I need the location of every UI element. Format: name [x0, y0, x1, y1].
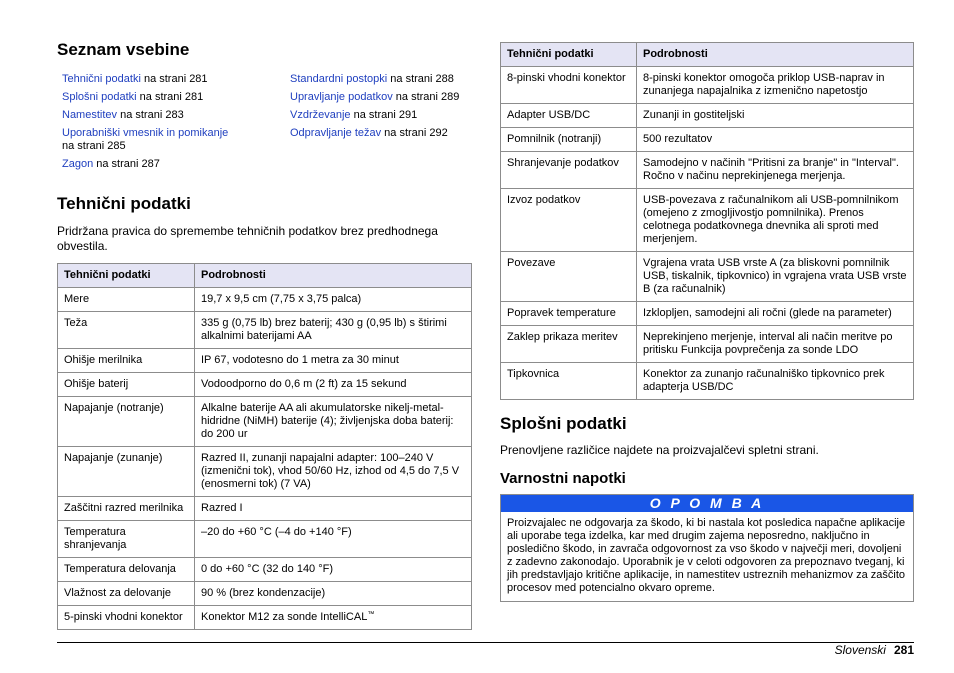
- spec-name: 8-pinski vhodni konektor: [501, 67, 637, 104]
- table-header-spec: Tehnični podatki: [58, 264, 195, 288]
- spec-value: Zunanji in gostiteljski: [637, 104, 914, 128]
- table-row: [501, 67, 914, 104]
- toc-link[interactable]: Odpravljanje težav: [290, 127, 382, 139]
- spec-value: Neprekinjeno merjenje, interval ali način meritve po pritisku Funkcija povprečenja za sonde LDO: [637, 326, 914, 363]
- spec-table-right: [500, 42, 914, 400]
- toc-link[interactable]: Upravljanje podatkov: [290, 91, 393, 103]
- toc-item: [290, 91, 480, 104]
- spec-name: Teža: [58, 312, 195, 349]
- spec-name: Izvoz podatkov: [501, 189, 637, 252]
- spec-name: Shranjevanje podatkov: [501, 152, 637, 189]
- toc-link[interactable]: Splošni podatki: [62, 91, 137, 103]
- table-row: [58, 558, 472, 582]
- table-row: [501, 302, 914, 326]
- table-row: [58, 288, 472, 312]
- table-row: [501, 363, 914, 400]
- toc-item: [290, 127, 480, 140]
- toc-page-ref: na strani 289: [392, 91, 460, 103]
- spec-name: Temperatura delovanja: [58, 558, 195, 582]
- table-header-row: [501, 43, 914, 67]
- table-row: [58, 521, 472, 558]
- spec-value: Samodejno v načinih "Pritisni za branje" in "Interval". Ročno v načinu neprekinjenega merjenja.: [637, 152, 914, 189]
- toc-page-ref: na strani 292: [381, 127, 448, 139]
- spec-value: Izklopljen, samodejni ali ročni (glede na parameter): [637, 302, 914, 326]
- toc-link[interactable]: Vzdrževanje: [290, 109, 351, 121]
- spec-value: 8-pinski konektor omogoča priklop USB-naprav in zunanjega napajalnika z izmenično napetostjo: [637, 67, 914, 104]
- note-label: O P O M B A: [501, 495, 913, 512]
- spec-name: Napajanje (zunanje): [58, 447, 195, 497]
- table-row: [58, 582, 472, 606]
- page-footer: [835, 643, 914, 657]
- spec-value-text: Konektor M12 za sonde IntelliCAL: [201, 611, 368, 623]
- spec-name: Zaklep prikaza meritev: [501, 326, 637, 363]
- spec-value: Razred I: [195, 497, 472, 521]
- table-row: [501, 152, 914, 189]
- table-row: [58, 349, 472, 373]
- table-row: [58, 447, 472, 497]
- toc-page-ref: na strani 291: [350, 109, 418, 121]
- toc-column-right: [290, 73, 480, 176]
- spec-name: Zaščitni razred merilnika: [58, 497, 195, 521]
- spec-name: 5-pinski vhodni konektor: [58, 606, 195, 630]
- table-row: [58, 373, 472, 397]
- spec-name: Povezave: [501, 252, 637, 302]
- table-row: [58, 606, 472, 630]
- spec-value: Razred II, zunanji napajalni adapter: 100–240 V (izmenični tok), vhod 50/60 Hz, izhod od 4,5 do 7,5 V (enosmerni tok) (7 VA): [195, 447, 472, 497]
- spec-value: –20 do +60 °C (–4 do +140 °F): [195, 521, 472, 558]
- spec-value: Konektor za zunanjo računalniško tipkovnico prek adapterja USB/DC: [637, 363, 914, 400]
- spec-name: Vlažnost za delovanje: [58, 582, 195, 606]
- toc-link[interactable]: Namestitev: [62, 109, 118, 121]
- note-box: [500, 494, 914, 602]
- spec-value: IP 67, vodotesno do 1 metra za 30 minut: [195, 349, 472, 373]
- table-row: [501, 104, 914, 128]
- spec-value: 500 rezultatov: [637, 128, 914, 152]
- spec-value: USB-povezava z računalnikom ali USB-pomnilnikom (omejeno z zmogljivostjo pomnilnika). Prenos celotnega podatkovnega dnevnika ali sproti med merjenjem.: [637, 189, 914, 252]
- spec-value: Vgrajena vrata USB vrste A (za bliskovni pomnilnik USB, tiskalnik, tipkovnico) in vgrajena vrata USB vrste B (za računalnik): [637, 252, 914, 302]
- toc-link[interactable]: Tehnični podatki: [62, 73, 141, 85]
- tech-section-title: Tehnični podatki: [57, 194, 191, 213]
- toc-page-ref: na strani 281: [140, 73, 208, 85]
- table-of-contents: [62, 73, 472, 176]
- footer-rule: [57, 642, 914, 643]
- table-header-details: Podrobnosti: [637, 43, 914, 67]
- table-header-row: [58, 264, 472, 288]
- table-row: [58, 497, 472, 521]
- spec-name: Ohišje baterij: [58, 373, 195, 397]
- toc-item: [62, 127, 290, 153]
- toc-item: [62, 109, 290, 122]
- toc-page-ref: na strani 287: [93, 158, 160, 170]
- table-row: [58, 312, 472, 349]
- spec-name: Popravek temperature: [501, 302, 637, 326]
- table-row: [501, 189, 914, 252]
- spec-value: 19,7 x 9,5 cm (7,75 x 3,75 palca): [195, 288, 472, 312]
- toc-page-ref: na strani 281: [136, 91, 204, 103]
- toc-item: [62, 91, 290, 104]
- spec-name: Temperatura shranjevanja: [58, 521, 195, 558]
- spec-name: Napajanje (notranje): [58, 397, 195, 447]
- spec-name: Adapter USB/DC: [501, 104, 637, 128]
- spec-name: Tipkovnica: [501, 363, 637, 400]
- spec-value: 90 % (brez kondenzacije): [195, 582, 472, 606]
- note-text: Proizvajalec ne odgovarja za škodo, ki bi nastala kot posledica napačne aplikacije ali uporabe tega izdelka, kar med drugim zajema neposredno, naključno in posledično škodo, in zavrača odgovornost za vso škodo v največji meri, dovoljeni z zadevno zakonodajo. Uporabnik je v celoti odgovoren za prepoznavo tveganj, ki jih predstavljajo kritične aplikacije, in namestitev ustreznih mehanizmov za zaščito procesov med potencialno okvaro opreme.: [507, 517, 906, 594]
- toc-item: [62, 158, 290, 171]
- toc-item: [62, 73, 290, 86]
- toc-link[interactable]: Zagon: [62, 158, 94, 170]
- page-number: 281: [893, 643, 914, 657]
- tech-intro: Pridržana pravica do spremembe tehničnih podatkov brez predhodnega obvestila.: [57, 224, 438, 253]
- table-row: [501, 326, 914, 363]
- general-text: Prenovljene različice najdete na proizvajalčevi spletni strani.: [500, 443, 819, 457]
- left-column: [57, 40, 472, 630]
- table-header-spec: Tehnični podatki: [501, 43, 637, 67]
- spec-name: Ohišje merilnika: [58, 349, 195, 373]
- spec-name: Mere: [58, 288, 195, 312]
- spec-table-left: [57, 263, 472, 630]
- table-row: [501, 128, 914, 152]
- spec-value: [195, 606, 472, 630]
- toc-column-left: [62, 73, 290, 176]
- safety-title: Varnostni napotki: [500, 470, 626, 487]
- trademark-symbol: ™: [367, 611, 375, 618]
- table-row: [501, 252, 914, 302]
- toc-page-ref: na strani 288: [387, 73, 454, 85]
- spec-value: 335 g (0,75 lb) brez baterij; 430 g (0,95 lb) s štirimi alkalnimi baterijami AA: [195, 312, 472, 349]
- right-column: [500, 42, 914, 602]
- general-section-title: Splošni podatki: [500, 414, 627, 433]
- spec-value: Vodoodporno do 0,6 m (2 ft) za 15 sekund: [195, 373, 472, 397]
- toc-item: [290, 73, 480, 86]
- spec-value: 0 do +60 °C (32 do 140 °F): [195, 558, 472, 582]
- toc-link[interactable]: Uporabniški vmesnik in pomikanje: [62, 127, 229, 139]
- toc-link[interactable]: Standardni postopki: [290, 73, 388, 85]
- toc-item: [290, 109, 480, 122]
- table-header-details: Podrobnosti: [195, 264, 472, 288]
- table-row: [58, 397, 472, 447]
- footer-language: Slovenski: [834, 643, 886, 657]
- spec-name: Pomnilnik (notranji): [501, 128, 637, 152]
- spec-value: Alkalne baterije AA ali akumulatorske nikelj-metal-hidridne (NiMH) baterije (4); življenjska doba baterij: do 200 ur: [195, 397, 472, 447]
- contents-title: Seznam vsebine: [57, 40, 190, 59]
- toc-page-ref: na strani 283: [117, 109, 184, 121]
- toc-page-ref: na strani 285: [62, 140, 126, 152]
